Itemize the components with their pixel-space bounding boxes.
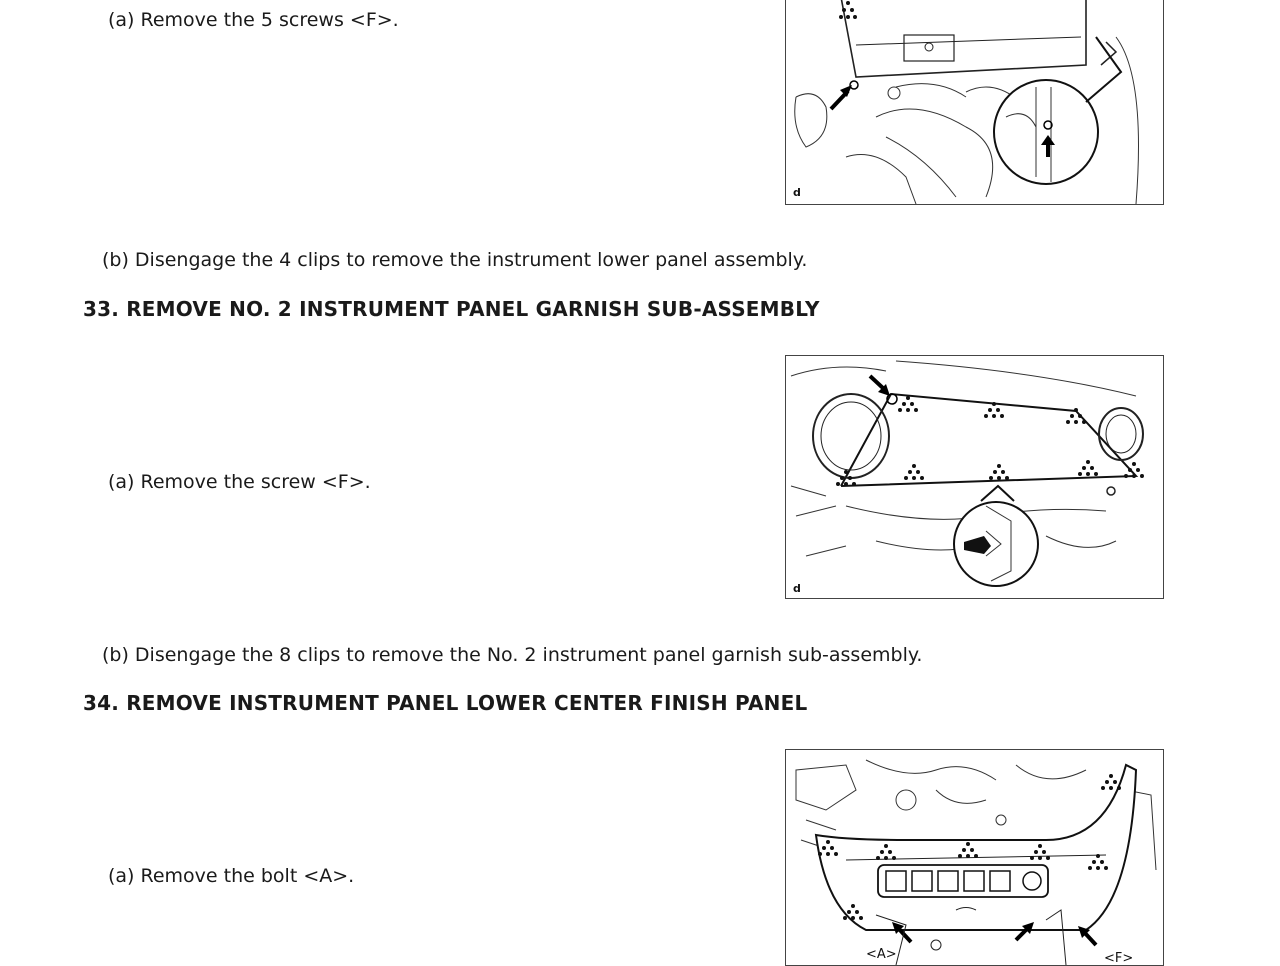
bolt-a-label: <A> xyxy=(866,947,897,962)
figure-corner-label: d xyxy=(793,186,801,199)
illustration-finish-panel xyxy=(786,750,1163,965)
section-33-heading: 33. REMOVE NO. 2 INSTRUMENT PANEL GARNISH SUB-ASSEMBLY xyxy=(83,297,820,321)
figure-instrument-lower-panel xyxy=(785,0,1164,205)
screw-f-label: <F> xyxy=(1104,951,1134,965)
step-33a-text: (a) Remove the screw <F>. xyxy=(108,471,371,493)
illustration-garnish xyxy=(786,356,1163,598)
illustration-lower-panel xyxy=(786,0,1163,204)
step-33b-text: (b) Disengage the 8 clips to remove the No. 2 instrument panel garnish sub-assembly. xyxy=(102,644,923,666)
figure-garnish-sub-assembly xyxy=(785,355,1164,599)
section-34-heading: 34. REMOVE INSTRUMENT PANEL LOWER CENTER FINISH PANEL xyxy=(83,691,808,715)
step-32b-text: (b) Disengage the 4 clips to remove the instrument lower panel assembly. xyxy=(102,249,808,271)
figure-corner-label: d xyxy=(793,582,801,595)
step-32a-text: (a) Remove the 5 screws <F>. xyxy=(108,9,399,31)
figure-lower-center-finish-panel xyxy=(785,749,1164,966)
step-34a-text: (a) Remove the bolt <A>. xyxy=(108,865,355,887)
